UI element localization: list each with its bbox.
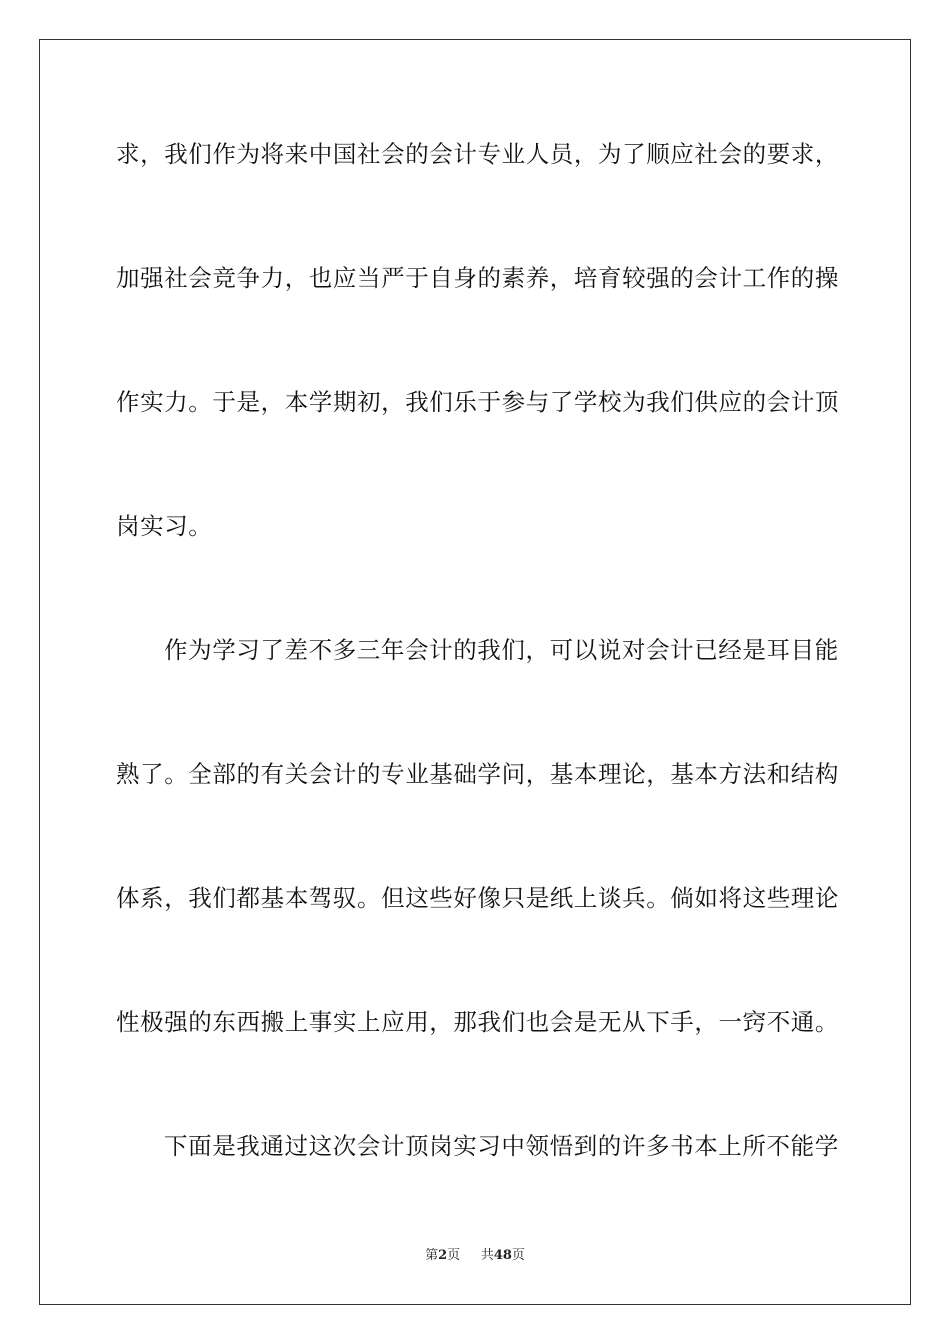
body-text-line: 加强社会竞争力，也应当严于自身的素养，培育较强的会计工作的操: [116, 264, 839, 292]
total-pages-indicator: 共48页: [480, 1248, 525, 1263]
paragraph-first-line: 下面是我通过这次会计顶岗实习中领悟到的许多书本上所不能学: [164, 1132, 839, 1160]
paragraph-first-line: 作为学习了差不多三年会计的我们，可以说对会计已经是耳目能: [164, 636, 839, 664]
body-text-line: 性极强的东西搬上事实上应用，那我们也会是无从下手，一窍不通。: [116, 1008, 839, 1036]
body-text-line: 作实力。于是，本学期初，我们乐于参与了学校为我们供应的会计顶: [116, 388, 839, 416]
page-border: [39, 39, 911, 1305]
total-page-count: 48: [493, 1248, 512, 1263]
current-page-number: 2: [438, 1248, 448, 1263]
page-footer: [0, 1247, 950, 1265]
body-text-line: 岗实习。: [116, 512, 213, 540]
body-text-line: 求，我们作为将来中国社会的会计专业人员，为了顺应社会的要求，: [116, 140, 839, 168]
page-indicator: 第2页: [425, 1248, 461, 1263]
body-text-line: 体系，我们都基本驾驭。但这些好像只是纸上谈兵。倘如将这些理论: [116, 884, 839, 912]
body-text-line: 熟了。全部的有关会计的专业基础学问，基本理论，基本方法和结构: [116, 760, 839, 788]
